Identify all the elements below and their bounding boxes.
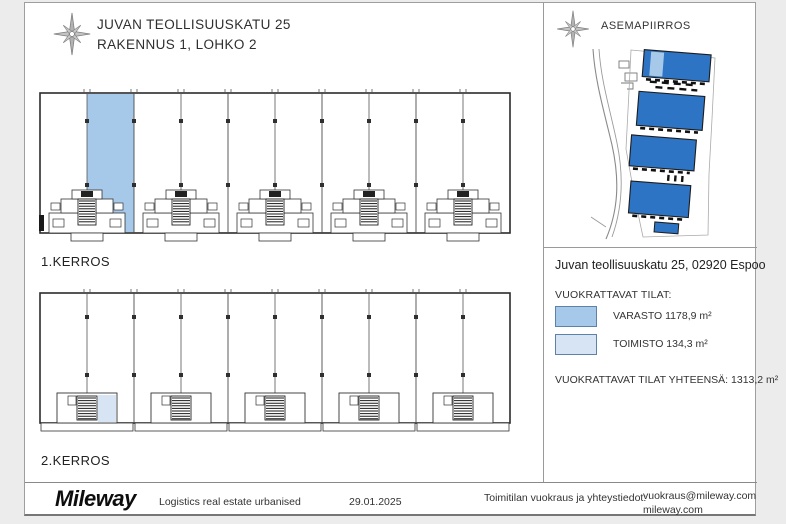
total-area-text: VUOKRATTAVAT TILAT YHTEENSÄ: 1313,2 m² [555, 374, 779, 386]
contact-website: mileway.com [643, 504, 703, 517]
mileway-logo: Mileway [55, 486, 136, 511]
floor-1-label: 1.KERROS [41, 254, 110, 269]
property-address: Juvan teollisuuskatu 25, 02920 Espoo [555, 258, 766, 272]
toimisto-swatch [555, 334, 597, 355]
plan-sheet [24, 2, 779, 517]
contact-email: vuokraus@mileway.com [643, 490, 757, 502]
compass-icon [49, 11, 95, 57]
page-title-line1: JUVAN TEOLLISUUSKATU 25 [97, 17, 291, 32]
floor-plan-1 [39, 87, 511, 245]
toimisto-label: TOIMISTO 134,3 m² [613, 338, 708, 350]
page-title-line2: RAKENNUS 1, LOHKO 2 [97, 37, 257, 53]
floor-plan-2 [39, 289, 511, 439]
site-panel-divider [543, 247, 757, 248]
legend-heading: VUOKRATTAVAT TILAT: [555, 289, 672, 301]
footer-tagline: Logistics real estate urbanised [159, 496, 301, 508]
varasto-label: VARASTO 1178,9 m² [613, 310, 712, 322]
panel-divider [543, 3, 544, 482]
site-plan-title: ASEMAPIIRROS [601, 20, 691, 32]
varasto-swatch [555, 306, 597, 327]
contact-label: Toimitilan vuokraus ja yhteystiedot: [484, 492, 647, 504]
footer-date: 29.01.2025 [349, 496, 402, 508]
contact-info [643, 489, 756, 517]
site-plan-map [581, 49, 727, 241]
compass-icon-small [553, 9, 593, 49]
floor-2-label: 2.KERROS [41, 453, 110, 468]
page-title [97, 15, 291, 56]
footer-divider [25, 482, 757, 483]
